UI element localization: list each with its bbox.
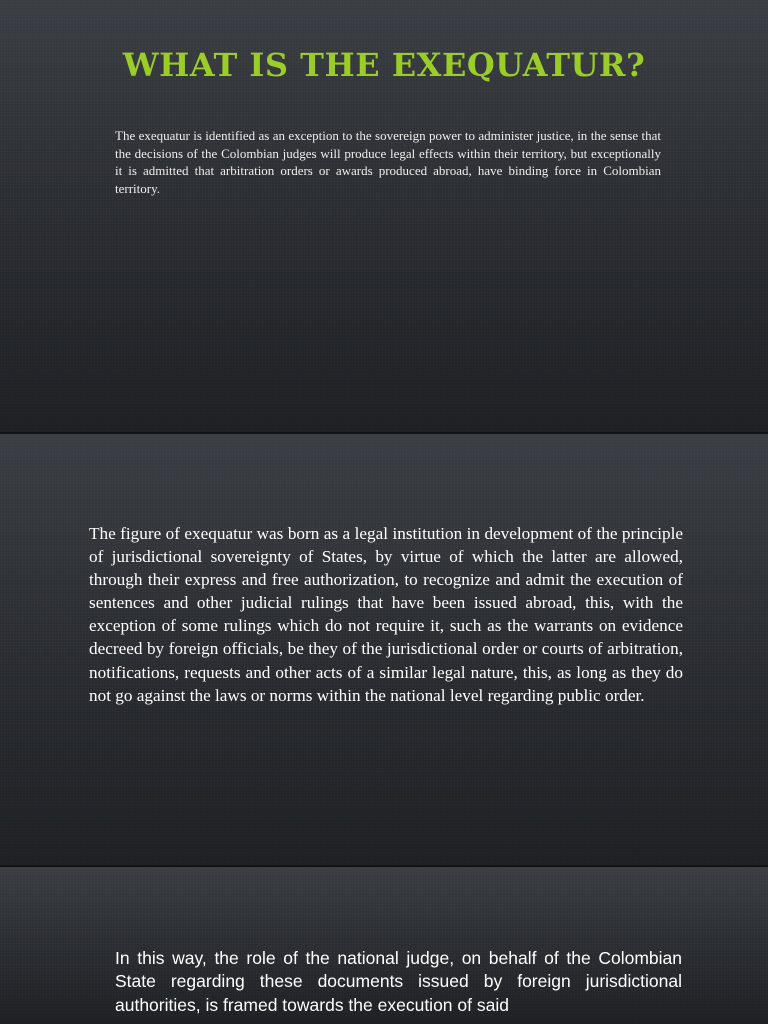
- slide-1-body-text: The exequatur is identified as an exception to the sovereign power to administer justice, in the sense that the decisions of the Colombian judges will produce legal effects within their territory, but exceptionally it is admitted that arbitration orders or awards produced abroad, have binding force in Colombian territory.: [115, 128, 661, 196]
- slide-2-body-text: The figure of exequatur was born as a legal institution in development of the principle of jurisdictional sovereignty of States, by virtue of which the latter are allowed, through their express and free authorization, to recognize and admit the execution of sentences and other judicial rulings that have been issued abroad, this, with the exception of some rulings which do not require it, such as the warrants on evidence decreed by foreign officials, be they of the jurisdictional order or courts of arbitration, notifications, requests and other acts of a similar legal nature, this, as long as they do not go against the laws or norms within the national level regarding public order.: [89, 524, 683, 705]
- slide-3: [0, 867, 768, 1024]
- slide-2: [0, 434, 768, 865]
- slide-1: [0, 0, 768, 432]
- slide-3-body-text: In this way, the role of the national judge, on behalf of the Colombian State regarding these documents issued by foreign jurisdictional authorities, is framed towards the execution of said: [115, 948, 682, 1015]
- slide-title: WHAT IS THE EXEQUATUR?: [122, 46, 646, 84]
